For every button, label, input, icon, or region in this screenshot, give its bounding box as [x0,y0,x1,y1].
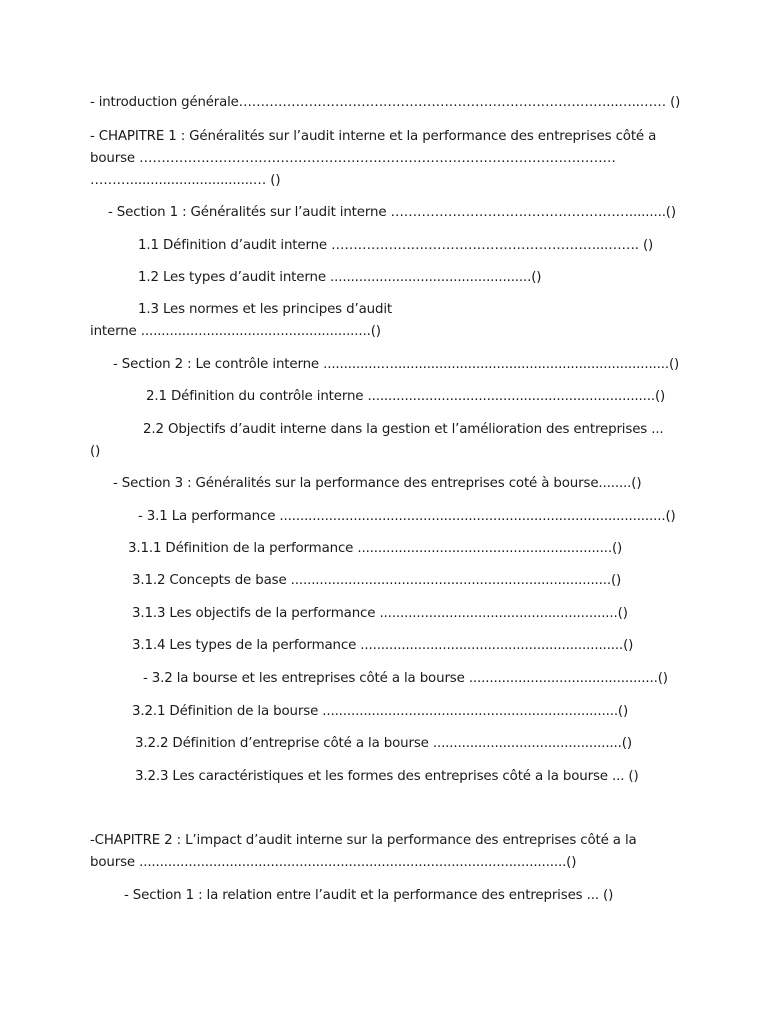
toc-line: () [90,444,101,459]
toc-entry-3-1-2 [132,572,621,590]
toc-line: 3.2.3 Les caractéristiques et les formes des entreprises côté a la bourse ... () [135,769,639,784]
toc-line: 3.1.3 Les objectifs de la performance ..........................................................() [132,606,628,621]
toc-line: 3.1.1 Définition de la performance ..............................................................() [128,541,623,556]
toc-line: 1.1 Définition d’audit interne ……………………………………………………...……. () [138,238,654,253]
toc-entry-3-2-1 [132,703,628,721]
toc-entry-3-1-1 [128,540,622,558]
toc-line: 2.1 Définition du contrôle interne ......................................................................() [146,389,666,404]
toc-entry-3-2-3 [135,768,639,786]
toc-entry-3-2-2 [135,735,632,753]
toc-line: - 3.2 la bourse et les entreprises côté a la bourse ..............................................() [143,671,668,686]
toc-line: 3.1.4 Les types de la performance ................................................................() [132,638,634,653]
toc-entry-ch2-section-1 [124,887,613,905]
toc-line: -CHAPITRE 2 : L’impact d’audit interne sur la performance des entreprises côté a la [90,833,637,848]
toc-entry-2-1 [146,388,665,406]
toc-entry-2-2-cont [90,443,100,461]
toc-entry-section-3 [113,475,641,493]
toc-entry-1-2 [138,269,541,287]
toc-line: 1.2 Les types d’audit interne .................................................() [138,270,542,285]
toc-entry-chapitre-2 [90,832,637,872]
toc-line: - introduction générale…………………………………………………………………………...…..…… () [90,95,681,110]
toc-entry-3-1-3 [132,605,628,623]
toc-entry-introduction [90,94,685,112]
toc-entry-2-2 [143,421,664,439]
toc-line: - CHAPITRE 1 : Généralités sur l’audit interne et la performance des entreprises côté a [90,129,657,144]
toc-line: bourse ........................................................................................................() [90,855,577,870]
toc-line: - Section 3 : Généralités sur la performance des entreprises coté à bourse........() [113,476,642,491]
toc-line: 2.2 Objectifs d’audit interne dans la gestion et l’amélioration des entreprises ... [143,422,664,437]
toc-entry-section-2 [113,356,679,374]
toc-entry-3-1-4 [132,637,633,655]
toc-entry-1-3-cont [90,323,381,341]
toc-entry-3-1 [138,508,676,526]
toc-line: 1.3 Les normes et les principes d’audit [138,302,392,317]
toc-entry-3-2 [143,670,668,688]
toc-line: 3.2.2 Définition d’entreprise côté a la bourse ..............................................() [135,736,632,751]
toc-line: - Section 2 : Le contrôle interne ..............…...................................................................() [113,357,680,372]
toc-entry-section-1 [108,204,676,222]
toc-line: interne ........................................................() [90,324,381,339]
toc-line: ………..............................… () [90,173,281,188]
toc-entry-1-3 [138,301,392,319]
toc-line: bourse ……………………………………………………………………………………………… [90,151,616,166]
toc-line: - Section 1 : la relation entre l’audit et la performance des entreprises ... () [124,888,614,903]
toc-line: - 3.1 La performance ..............................................................................................() [138,509,676,524]
toc-entry-chapitre-1 [90,128,656,190]
toc-line: 3.2.1 Définition de la bourse ........................................................................() [132,704,629,719]
toc-entry-1-1 [138,237,653,255]
toc-line: - Section 1 : Généralités sur l’audit interne ……………………………………………….........() [108,205,676,220]
toc-line: 3.1.2 Concepts de base ..............................................................................() [132,573,622,588]
